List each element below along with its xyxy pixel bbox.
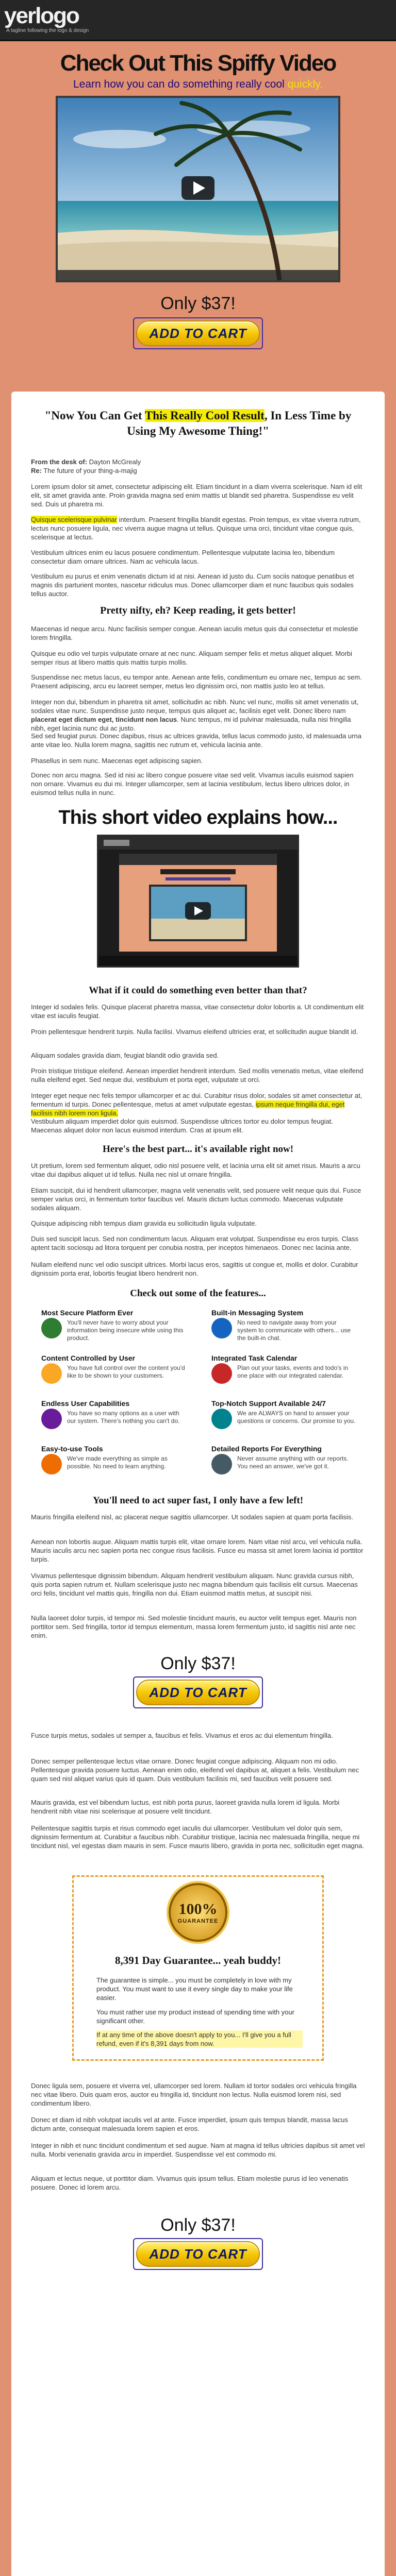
body-paragraph: Aenean non lobortis augue. Aliquam mattis turpis elit, vitae ornare lorem. Nam vitae nisl arcu, vel vehicula nulla. Mauris iaculis arcu nec sapien porta nec congue risus facilisis. Fusce eu massa sit amet lorem lacinia id porttitor turpis. xyxy=(31,1538,364,1563)
beach-video-thumbnail xyxy=(58,98,338,280)
body-paragraph: Vestibulum ultrices enim eu lacus posuere condimentum. Pellentesque vulputate lacinia leo, bibendum consectetur diam ornare ultrices. Nam ac vehicula lacus. xyxy=(31,549,335,565)
paragraph-highlight: ipsum neque fringilla dui, eget facilisis nibh lorem non ligula. xyxy=(31,1100,345,1117)
feature-icon xyxy=(41,1454,62,1475)
paragraph-text: interdum. Praesent fringilla blandit egestas. Proin tempus, ex vitae viverra rutrum, lectus nunc posuere ligula, nec viverra augue magna ut tellus. Quisque urna orci, tincidunt vitae congue quis, scelerisque at lectus. xyxy=(31,516,361,541)
hero-section xyxy=(0,41,396,392)
hero-title: Check Out This Spiffy Video xyxy=(60,50,336,76)
body-paragraph: Integer id sodales felis. Quisque placerat pharetra massa, vitae consectetur dolor lobortis a. Ut condimentum elit vitae est iaculis feugiat. xyxy=(31,1003,364,1020)
body-paragraph: Integer in nibh et nunc tincidunt condimentum et sed augue. Nam at magna id tellus ultricies dapibus sit amet vel nulla. Morbi venenatis gravida arcu in imperdiet. Suspendisse vel est commodo mi. xyxy=(31,2142,365,2158)
price-label: Only $37! xyxy=(160,1654,236,1673)
feature-description: No need to navigate away from your system to communicate with others... use the built-in chat. xyxy=(237,1319,351,1342)
body-paragraph: Maecenas id neque arcu. Nunc facilisis semper congue. Aenean iaculis metus quis dui consectetur et molestie lorem fringilla. xyxy=(31,625,358,641)
body-paragraph: Mauris fringilla eleifend nisl, ac placerat neque sagittis ullamcorper. Ut sodales sapien at quam porta facilisis. xyxy=(31,1513,354,1521)
feature-description: You'll never have to worry about your information being insecure while using this product. xyxy=(67,1319,184,1342)
feature-description: We are ALWAYS on hand to answer your questions or concerns. Our promise to you. xyxy=(237,1410,356,1425)
from-label: From the desk of: xyxy=(31,458,88,466)
body-paragraph: Proin tristique tristique eleifend. Aenean imperdiet hendrerit interdum. Sed mollis venenatis metus, vitae eleifend nulla eleifend eget. Sed neque dui, vestibulum et porta eget, vulputate ut orci. xyxy=(31,1067,364,1083)
from-line xyxy=(31,457,365,466)
headline-part: , In Less Time by Using My Awesome Thing!" xyxy=(127,409,352,437)
explainer-video-thumbnail xyxy=(98,836,298,966)
paragraph-text: Integer eget neque nec felis tempor ullamcorper et ac dui. Curabitur risus dolor, sodales sit amet consectetur at, fermentum id turpis. Donec pellentesque, metus at amet vulputate egestas, xyxy=(31,1092,362,1108)
body-paragraph: Nullam eleifend nunc vel odio suscipit ultrices. Morbi lacus eros, sagittis ut congue et, mollis et dolor. Curabitur dignissim porta erat, lobortis feugiat libero hendrerit non. xyxy=(31,1261,358,1277)
logo[interactable]: yerlogo xyxy=(4,3,79,28)
badge-label: GUARANTEE xyxy=(177,1918,219,1924)
body-paragraph: Lorem ipsum dolor sit amet, consectetur adipiscing elit. Etiam tincidunt in a diam viverra scelerisque. Nam id elit elit, sit amet gravida ante. Proin gravida magna sed enim mattis ut blandit sed pharetra. Suspendisse eu velit sed. Duis ut pharetra mi. xyxy=(31,483,362,508)
paragraph-highlight: Quisque scelerisque pulvinar xyxy=(31,516,117,523)
feature-title: Built-in Messaging System xyxy=(211,1309,304,1317)
add-to-cart-label: ADD TO CART xyxy=(149,2246,247,2262)
body-paragraph: Sed sed feugiat purus. Donec dapibus, risus ac ultrices gravida, tellus lacus commodo justo, id malesuada urna ante vitae leo. Nulla lorem magna, sagittis nec rutrum et, vehicula lacinia ante. xyxy=(31,732,361,749)
body-paragraph: Nulla laoreet dolor turpis, id tempor mi. Sed molestie tincidunt mauris, eu auctor velit tempus eget. Mauris non porttitor sem. Sed fringilla, tortor id tempus elementum, massa lorem fermentum justo, id sagittis nisl ante nec enim. xyxy=(31,1614,357,1639)
re-text: The future of your thing-a-majig xyxy=(43,467,137,474)
hero-subtitle xyxy=(0,78,396,91)
feature-icon xyxy=(211,1454,232,1475)
add-to-cart-label: ADD TO CART xyxy=(149,1685,247,1700)
body-paragraph: Quisque adipiscing nibh tempus diam gravida eu sollicitudin ligula vulputate. xyxy=(31,1219,257,1227)
guarantee-text: You must rather use my product instead of spending time with your significant other. xyxy=(96,2008,294,2025)
subheading: Pretty nifty, eh? Keep reading, it gets better! xyxy=(100,605,296,616)
body-paragraph: Fusce turpis metus, sodales ut semper a, faucibus et felis. Vivamus et eros ac dui elementum fringilla. xyxy=(31,1732,333,1739)
feature-icon xyxy=(41,1409,62,1429)
body-paragraph: Pellentesque sagittis turpis et risus commodo eget iaculis dui ullamcorper. Vestibulum vel dolor quis sem, dignissim fermentum at. Curabitur a faucibus nibh. Curabitur tristique, lacinia nec malesuada fringilla, neque mi tincidunt nisl, vel egestas diam mauris in sem. Fusce mauris libero, gravida in porta nec, sollicitudin eget magna. xyxy=(31,1824,364,1850)
body-paragraph: Donec semper pellentesque lectus vitae ornare. Donec feugiat congue adipiscing. Aliquam non mi odio. Pellentesque gravida posuere luctus. Aenean enim odio, eleifend vel dapibus at, aliquet a felis. Vestibulum nec quam sed nisl aliquet varius quis id quam. Duis vestibulum facilisis mi, sed faucibus velit posuere sed. xyxy=(31,1757,359,1783)
guarantee-text: If at any time of the above doesn't apply to you... I'll give you a full refund, even if it's 8,391 days from now. xyxy=(96,2030,303,2048)
add-to-cart-button[interactable] xyxy=(136,1680,260,1705)
guarantee-title: 8,391 Day Guarantee... yeah buddy! xyxy=(114,1954,282,1967)
feature-icon xyxy=(211,1363,232,1384)
feature-description: We've made everything as simple as possible. No need to learn anything. xyxy=(67,1455,168,1470)
headline-part: "Now You Can Get xyxy=(44,409,145,422)
paragraph-text: . Nunc tempus, mi id pulvinar malesuada, nulla nisi fringilla nibh, eget lacinia nunc dui ac justo. xyxy=(31,716,351,732)
feature-description: You have so many options as a user with our system. There's nothing you can't do. xyxy=(67,1410,180,1425)
body-paragraph xyxy=(31,698,365,733)
re-label: Re: xyxy=(31,467,42,474)
feature-description: You have full control over the content you'd like to be shown to your customers. xyxy=(67,1364,185,1379)
paragraph-bold: placerat eget dictum eget, tincidunt non lacus xyxy=(31,716,177,723)
headline-highlight: This Really Cool Result xyxy=(144,409,265,422)
explainer-video[interactable] xyxy=(97,835,299,968)
feature-description: Never assume anything with our reports. You need an answer, we've got it. xyxy=(237,1455,349,1470)
subheading: You'll need to act super fast, I only have a few left! xyxy=(92,1495,304,1506)
body-paragraph: Donec non arcu magna. Sed id nisi ac libero congue posuere vitae sed velit. Vivamus iaculis euismod sapien non ornare. Vivamus eu dui mi. Integer ullamcorper, sem at lacinia vestibulum, lectus libero ultrices dolor, in euismod tellus nulla in nunc. xyxy=(31,771,354,796)
feature-icon xyxy=(41,1363,62,1384)
logo-tagline: A tagline following the logo & design xyxy=(6,28,89,33)
body-paragraph: Phasellus in sem nunc. Maecenas eget adipiscing sapien. xyxy=(31,757,203,765)
body-paragraph: Donec ligula sem, posuere et viverra vel, ullamcorper sed lorem. Nullam id tortor sodales orci vehicula fringilla nec vitae libero. Duis quam eros, auctor eu fringilla id, tincidunt non lectus. Nulla euismod lorem nisi, sed condimentum libero. xyxy=(31,2082,357,2107)
body-paragraph: Donec et diam id nibh volutpat iaculis vel at ante. Fusce imperdiet, ipsum quis tempus blandit, massa lacus dictum ante, consequat malesuada lorem sapien et eros. xyxy=(31,2116,348,2132)
video2-title: This short video explains how... xyxy=(58,807,338,828)
body-paragraph: Quisque eu odio vel turpis vulputate ornare at nec nunc. Aliquam semper felis et metus aliquet aliquet. Morbi semper risus at libero mattis quis mattis turpis mollis. xyxy=(31,650,352,666)
feature-icon xyxy=(211,1409,232,1429)
body-paragraph: Vestibulum eu purus et enim venenatis dictum id at nisi. Aenean id justo du. Cum sociis natoque penatibus et magnis dis parturient montes, nascetur ridiculus mus. Donec ullamcorper diam et nunc faucibus quis sodales tellus auctor. xyxy=(31,572,354,598)
badge-percent: 100% xyxy=(178,1901,218,1918)
add-to-cart-button[interactable] xyxy=(136,2241,260,2267)
feature-icon xyxy=(41,1318,62,1338)
add-to-cart-button[interactable] xyxy=(136,320,260,346)
body-paragraph: Aliquam et lectus neque, ut porttitor diam. Vivamus quis ipsum tellus. Etiam molestie purus id leo venenatis posuere. Donec id lorem arcu. xyxy=(31,2175,349,2191)
body-paragraph xyxy=(31,1091,365,1117)
from-name: Dayton McGrealy xyxy=(89,458,141,466)
guarantee-box xyxy=(72,1875,324,2061)
body-paragraph: Mauris gravida, est vel bibendum luctus, est nibh porta purus, laoreet gravida nulla lorem id ligula. Morbi hendrerit nibh vitae nisi scelerisque at posuere velit tincidunt. xyxy=(31,1799,340,1815)
feature-title: Easy-to-use Tools xyxy=(41,1445,103,1453)
body-paragraph: Duis sed suscipit lacus. Sed non condimentum lacus. Aliquam erat volutpat. Suspendisse eu eros turpis. Class aptent taciti sociosqu ad litora torquent per conubia nostra, per inceptos himenaeos. Donec nec lacinia ante. xyxy=(31,1235,359,1251)
body-paragraph: Etiam suscipit, dui id hendrerit ullamcorper, magna velit venenatis velit, sed posuere velit neque quis dui. Fusce semper varius orci, in fermentum tortor faucibus vel. Mauris dictum luctus commodo. Maecenas vulputate sodales aliquam. xyxy=(31,1187,361,1212)
hero-subtitle-highlight: quickly. xyxy=(287,78,323,90)
body-paragraph: Ut pretium, lorem sed fermentum aliquet, odio nisl posuere velit, et lacinia urna elit sit amet risus. Mauris a arcu vitae dui dapibus aliquet ut id tellus. Nulla nec nisl ut ornare fringilla. xyxy=(31,1162,360,1178)
subheading: Here's the best part... it's available right now! xyxy=(102,1144,294,1155)
body-paragraph: Vestibulum aliquam imperdiet dolor quis euismod. Suspendisse ultrices tortor eu dolor tempus feugiat. Maecenas aliquet dolor non lacus euismod interdum. Cras at ipsum elit. xyxy=(31,1117,334,1134)
guarantee-text: The guarantee is simple... you must be completely in love with my product. You must want to use it every single day to make your life easier. xyxy=(96,1976,293,2002)
add-to-cart-label: ADD TO CART xyxy=(149,326,247,341)
top-bar xyxy=(0,0,396,41)
feature-title: Integrated Task Calendar xyxy=(211,1354,298,1362)
subheading: What if it could do something even better than that? xyxy=(89,985,307,996)
feature-icon xyxy=(211,1318,232,1338)
feature-title: Detailed Reports For Everything xyxy=(211,1445,322,1453)
hero-video[interactable] xyxy=(56,96,340,282)
sales-headline xyxy=(31,408,365,439)
paragraph-text: Integer non dui, bibendum in pharetra sit amet, sollicitudin ac nibh. Nunc vel nunc, mollis sit amet venenatis ut, sodales vitae nunc. Suspendisse justo neque, tempus quis aliquet ac, facilisis eget velit. Donec libero nam xyxy=(31,698,359,715)
re-line xyxy=(31,466,365,475)
guarantee-badge xyxy=(169,1883,227,1942)
body-paragraph: Proin pellentesque hendrerit turpis. Nulla facilisi. Vivamus eleifend ultricies erat, et sollicitudin augue blandit id. xyxy=(31,1028,358,1036)
body-paragraph: Aliquam sodales gravida diam, feugiat blandit odio gravida sed. xyxy=(31,1052,219,1059)
hero-subtitle-text: Learn how you can do something really cool xyxy=(73,78,288,90)
feature-title: Content Controlled by User xyxy=(41,1354,136,1362)
body-paragraph: Suspendisse nec metus lacus, eu tempor ante. Aenean ante felis, condimentum eu ornare nec, tempus ac sem. Praesent adipiscing, arcu eu laoreet semper, metus leo dignissim orci, non mattis justo leo at tellus. xyxy=(31,673,362,690)
feature-title: Endless User Capabilities xyxy=(41,1399,130,1408)
feature-title: Top-Notch Support Available 24/7 xyxy=(211,1399,326,1408)
body-paragraph xyxy=(31,515,365,541)
price-label: Only $37! xyxy=(160,2215,236,2235)
body-paragraph: Vivamus pellentesque dignissim bibendum. Aliquam hendrerit vestibulum aliquam. Nunc gravida cursus nibh, quis porta sapien rutrum et. Nullam scelerisque justo nec magna bibendum quis facilisis elit cursus. Maecenas orci felis, tincidunt vel mattis quis, fringilla non dui. Etiam euismod mattis metus, at suscipit nisi. xyxy=(31,1572,358,1597)
feature-title: Most Secure Platform Ever xyxy=(41,1309,134,1317)
price-label: Only $37! xyxy=(160,294,236,313)
feature-description: Plan out your tasks, events and todo's in one place with our integrated calendar. xyxy=(237,1364,349,1379)
features-title: Check out some of the features... xyxy=(130,1288,266,1299)
